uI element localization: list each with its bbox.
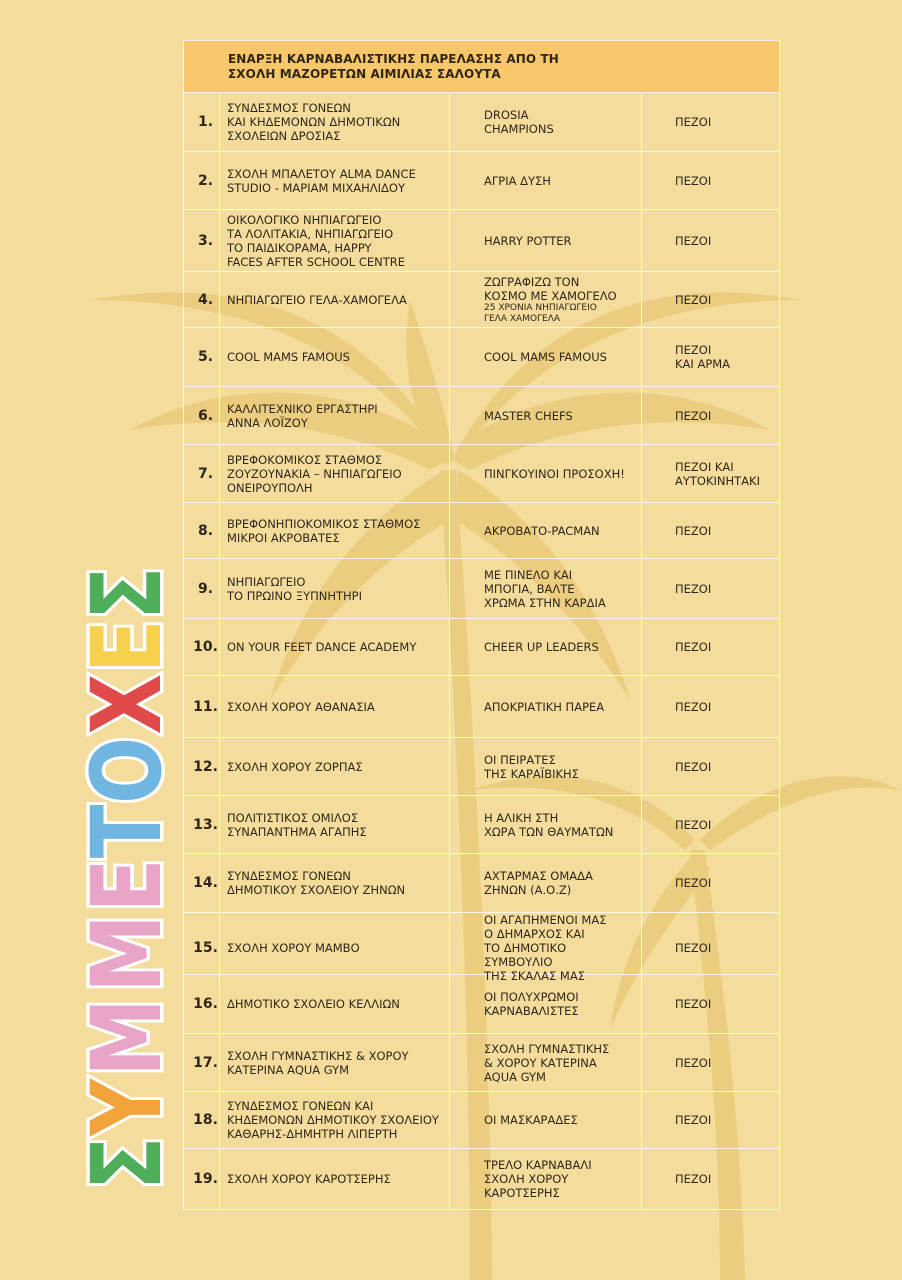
participant-cell (220, 913, 450, 983)
participation-type: ΠΕΖΟΙ (675, 1172, 712, 1186)
participant-name: ΟΙΚΟΛΟΓΙΚΟ ΝΗΠΙΑΓΩΓΕΙΟ ΤΑ ΛΟΛΙΤΑΚΙΑ, ΝΗΠΙΑΓΩΓΕΙΟ ΤΟ ΠΑΙΔΙΚΟΡΑΜΑ, HAPPY FACES AFTER SCHOOL CENTRE (227, 212, 406, 269)
row-number: 16. (184, 975, 220, 1033)
participant-cell (220, 796, 450, 853)
table-row (184, 328, 779, 387)
participant-name: ΣΥΝΔΕΣΜΟΣ ΓΟΝΕΩΝ ΔΗΜΟΤΙΚΟΥ ΣΧΟΛΕΙΟΥ ΖΗΝΩΝ (227, 869, 406, 897)
row-number: 9. (184, 559, 220, 618)
participation-type-cell (642, 796, 779, 853)
title-letter: Μ (71, 999, 183, 1077)
participation-type-cell (642, 503, 779, 558)
table-row (184, 854, 779, 913)
theme-name: ΟΙ ΠΟΛΥΧΡΩΜΟΙ ΚΑΡΝΑΒΑΛΙΣΤΕΣ (484, 990, 579, 1018)
participation-type: ΠΕΖΟΙ (675, 408, 712, 423)
table-row (184, 1092, 779, 1149)
theme-name: ΟΙ ΜΑΣΚΑΡΑΔΕΣ (484, 1113, 578, 1127)
title-letter: Τ (71, 806, 183, 859)
table-body (184, 93, 779, 1209)
participation-type: ΠΕΖΟΙ (675, 173, 712, 188)
participation-type-cell (642, 1034, 779, 1091)
participant-name: ΣΧΟΛΗ ΧΟΡΟΥ ΖΟΡΠΑΣ (227, 759, 363, 774)
theme-cell (450, 854, 642, 912)
table-row (184, 1149, 779, 1209)
participation-type-cell (642, 676, 779, 737)
table-row (184, 975, 779, 1034)
table-row (184, 503, 779, 559)
participant-name: ΝΗΠΙΑΓΩΓΕΙΟ ΓΕΛΑ-ΧΑΜΟΓΕΛΑ (227, 292, 407, 307)
theme-cell (450, 93, 642, 151)
participation-type: ΠΕΖΟΙ (675, 640, 712, 654)
participant-name: ΚΑΛΛΙΤΕΧΝΙΚΟ ΕΡΓΑΣΤΗΡΙ ΑΝΝΑ ΛΟΪΖΟΥ (227, 401, 378, 430)
row-number: 10. (184, 619, 220, 675)
participation-type-cell (642, 1149, 779, 1209)
participation-type: ΠΕΖΟΙ (675, 523, 712, 538)
participant-name: ΣΧΟΛΗ ΧΟΡΟΥ ΑΘΑΝΑΣΙΑ (227, 699, 375, 714)
participant-cell (220, 152, 450, 209)
theme-cell (450, 1149, 642, 1209)
theme-cell (450, 328, 642, 386)
participation-type: ΠΕΖΟΙ (675, 876, 712, 890)
row-number: 8. (184, 503, 220, 558)
participation-type: ΠΕΖΟΙ (675, 1055, 712, 1070)
theme-name: ΑΠΟΚΡΙΑΤΙΚΗ ΠΑΡΕΑ (484, 699, 605, 714)
participation-type-cell (642, 975, 779, 1033)
row-number: 13. (184, 796, 220, 853)
table-row (184, 738, 779, 796)
participant-name: COOL MAMS FAMOUS (227, 350, 350, 364)
participant-cell (220, 328, 450, 386)
participation-type-cell (642, 1092, 779, 1148)
theme-cell (450, 272, 642, 327)
row-number: 1. (184, 93, 220, 151)
title-letter: Ε (71, 859, 183, 913)
participation-type-cell (642, 272, 779, 327)
participation-type-cell (642, 619, 779, 675)
theme-cell (450, 152, 642, 209)
participation-type-cell (642, 328, 779, 386)
participant-name: ΣΥΝΔΕΣΜΟΣ ΓΟΝΕΩΝ ΚΑΙ ΚΗΔΕΜΟΝΩΝ ΔΗΜΟΤΙΚΟΥ ΣΧΟΛΕΙΟΥ ΚΑΘΑΡΗΣ-ΔΗΜΗΤΡΗ ΛΙΠΕΡΤΗ (227, 1099, 439, 1141)
participant-cell (220, 1149, 450, 1209)
table-row (184, 913, 779, 983)
participant-name: ΣΧΟΛΗ ΧΟΡΟΥ ΚΑΡΟΤΣΕΡΗΣ (227, 1172, 391, 1186)
title-letter: Μ (71, 916, 183, 993)
participant-name: ΝΗΠΙΑΓΩΓΕΙΟ ΤΟ ΠΡΩΙΝΟ ΞΥΠΝΗΤΗΡΙ (227, 574, 362, 603)
table-row (184, 445, 779, 503)
theme-name: ΑΓΡΙΑ ΔΥΣΗ (484, 173, 551, 188)
theme-cell (450, 676, 642, 737)
participation-type-cell (642, 559, 779, 618)
participant-cell (220, 1034, 450, 1091)
theme-name: MASTER CHEFS (484, 408, 573, 423)
participant-name: ΣΧΟΛΗ ΧΟΡΟΥ ΜΑΜΒΟ (227, 941, 360, 955)
theme-cell (450, 1034, 642, 1091)
header-line-2: ΣΧΟΛΗ ΜΑΖΟΡΕΤΩΝ ΑΙΜΙΛΙΑΣ ΣΑΛΟΥΤΑ (228, 66, 501, 81)
participant-cell (220, 1092, 450, 1148)
theme-cell (450, 559, 642, 618)
participant-name: ΒΡΕΦΟΚΟΜΙΚΟΣ ΣΤΑΘΜΟΣ ΖΟΥΖΟΥΝΑΚΙΑ – ΝΗΠΙΑΓΩΓΕΙΟ ΟΝΕΙΡΟΥΠΟΛΗ (227, 452, 402, 495)
table-row (184, 676, 779, 738)
participant-cell (220, 93, 450, 151)
title-letter: Υ (71, 1080, 183, 1137)
theme-name: ΑΧΤΑΡΜΑΣ ΟΜΑΔΑ ΖΗΝΩΝ (Α.Ο.Ζ) (484, 869, 593, 897)
theme-note: 25 ΧΡΟΝΙΑ ΝΗΠΙΑΓΩΓΕΙΟ ΓΕΛΑ ΧΑΜΟΓΕΛΑ (484, 302, 597, 324)
participation-type-cell (642, 854, 779, 912)
theme-cell (450, 738, 642, 795)
participation-type-cell (642, 738, 779, 795)
participant-cell (220, 738, 450, 795)
participant-cell (220, 387, 450, 444)
participation-type: ΠΕΖΟΙ (675, 941, 712, 955)
participation-type-cell (642, 913, 779, 983)
row-number: 18. (184, 1092, 220, 1148)
theme-cell (450, 503, 642, 558)
title-letter: Ο (71, 738, 183, 804)
row-number: 12. (184, 738, 220, 795)
participant-cell (220, 503, 450, 558)
participation-type: ΠΕΖΟΙ ΚΑΙ ΑΡΜΑ (675, 343, 731, 371)
row-number: 5. (184, 328, 220, 386)
participant-cell (220, 445, 450, 502)
theme-cell (450, 445, 642, 502)
participation-type: ΠΕΖΟΙ ΚΑΙ ΑΥΤΟΚΙΝΗΤΑΚΙ (675, 459, 760, 488)
participation-type: ΠΕΖΟΙ (675, 997, 712, 1011)
participant-name: ON YOUR FEET DANCE ACADEMY (227, 640, 417, 654)
row-number: 15. (184, 913, 220, 983)
title-letter: Χ (71, 675, 183, 735)
theme-name: ΣΧΟΛΗ ΓΥΜΝΑΣΤΙΚΗΣ & ΧΟΡΟΥ ΚΑΤΕΡΙΝΑ AQUA GYM (484, 1041, 610, 1084)
participant-cell (220, 854, 450, 912)
title-letter: Σ (71, 567, 183, 620)
participants-table (183, 40, 780, 1210)
theme-name: ΤΡΕΛΟ ΚΑΡΝΑΒΑΛΙ ΣΧΟΛΗ ΧΟΡΟΥ ΚΑΡΟΤΣΕΡΗΣ (484, 1158, 592, 1200)
theme-cell (450, 796, 642, 853)
theme-name: ΠΙΝΓΚΟΥΙΝΟΙ ΠΡΟΣΟΧΗ! (484, 466, 625, 481)
row-number: 3. (184, 210, 220, 271)
theme-name: ΜΕ ΠΙΝΕΛΟ ΚΑΙ ΜΠΟΓΙΑ, ΒΑΛΤΕ ΧΡΩΜΑ ΣΤΗΝ ΚΑΡΔΙΑ (484, 567, 606, 610)
participant-cell (220, 975, 450, 1033)
table-row (184, 387, 779, 445)
participation-type-cell (642, 387, 779, 444)
title-letter: Σ (71, 1138, 183, 1191)
participation-type: ΠΕΖΟΙ (675, 817, 712, 832)
row-number: 7. (184, 445, 220, 502)
row-number: 11. (184, 676, 220, 737)
participant-cell (220, 559, 450, 618)
theme-name: Η ΑΛΙΚΗ ΣΤΗ ΧΩΡΑ ΤΩΝ ΘΑΥΜΑΤΩΝ (484, 810, 614, 839)
participation-type: ΠΕΖΟΙ (675, 115, 712, 129)
title-letter: Ε (71, 621, 183, 674)
participant-name: ΣΧΟΛΗ ΓΥΜΝΑΣΤΙΚΗΣ & ΧΟΡΟΥ ΚΑΤΕΡΙΝΑ AQUA GYM (227, 1048, 409, 1077)
theme-name: COOL MAMS FAMOUS (484, 350, 607, 364)
row-number: 6. (184, 387, 220, 444)
participant-name: ΣΧΟΛΗ ΜΠΑΛΕΤΟΥ ALMA DANCE STUDIO - ΜΑΡΙΑΜ ΜΙΧΑΗΛΙΔΟΥ (227, 166, 416, 195)
participant-name: ΣΥΝΔΕΣΜΟΣ ΓΟΝΕΩΝ ΚΑΙ ΚΗΔΕΜΟΝΩΝ ΔΗΜΟΤΙΚΩΝ ΣΧΟΛΕΙΩΝ ΔΡΟΣΙΑΣ (227, 101, 401, 143)
table-row (184, 152, 779, 210)
participation-type-cell (642, 152, 779, 209)
participation-type: ΠΕΖΟΙ (675, 1113, 712, 1127)
title-vertical (71, 567, 183, 1196)
participant-cell (220, 210, 450, 271)
participation-type: ΠΕΖΟΙ (675, 292, 712, 307)
row-number: 14. (184, 854, 220, 912)
row-number: 2. (184, 152, 220, 209)
theme-name: ΖΩΓΡΑΦΙΖΩ ΤΟΝ ΚΟΣΜΟ ΜΕ ΧΑΜΟΓΕΛΟ (484, 274, 617, 303)
theme-cell (450, 1092, 642, 1148)
participation-type: ΠΕΖΟΙ (675, 759, 712, 774)
table-row (184, 559, 779, 619)
table-row (184, 272, 779, 328)
theme-name: DROSIA CHAMPIONS (484, 108, 554, 136)
table-row (184, 619, 779, 676)
row-number: 17. (184, 1034, 220, 1091)
header-line-1: ΕΝΑΡΞΗ ΚΑΡΝΑΒΑΛΙΣΤΙΚΗΣ ΠΑΡΕΛΑΣΗΣ ΑΠΟ ΤΗ (228, 51, 559, 66)
table-header (184, 41, 779, 93)
theme-name: HARRY POTTER (484, 233, 572, 248)
participant-name: ΒΡΕΦΟΝΗΠΙΟΚΟΜΙΚΟΣ ΣΤΑΘΜΟΣ ΜΙΚΡΟΙ ΑΚΡΟΒΑΤΕΣ (227, 516, 421, 545)
participation-type-cell (642, 93, 779, 151)
table-row (184, 796, 779, 854)
theme-cell (450, 975, 642, 1033)
theme-cell (450, 619, 642, 675)
participant-name: ΔΗΜΟΤΙΚΟ ΣΧΟΛΕΙΟ ΚΕΛΛΙΩΝ (227, 997, 400, 1011)
theme-name: ΟΙ ΠΕΙΡΑΤΕΣ ΤΗΣ ΚΑΡΑΪΒΙΚΗΣ (484, 752, 579, 781)
participation-type: ΠΕΖΟΙ (675, 581, 712, 596)
theme-cell (450, 387, 642, 444)
participation-type-cell (642, 210, 779, 271)
table-row (184, 93, 779, 152)
theme-name: CHEER UP LEADERS (484, 640, 599, 654)
row-number: 4. (184, 272, 220, 327)
participant-cell (220, 272, 450, 327)
theme-name: ΟΙ ΑΓΑΠΗΜΕΝΟΙ ΜΑΣ Ο ΔΗΜΑΡΧΟΣ ΚΑΙ ΤΟ ΔΗΜΟΤΙΚΟ ΣΥΜΒΟΥΛΙΟ ΤΗΣ ΣΚΑΛΑΣ ΜΑΣ (484, 913, 607, 983)
participant-cell (220, 619, 450, 675)
table-row (184, 1034, 779, 1092)
participation-type-cell (642, 445, 779, 502)
table-row (184, 210, 779, 272)
participation-type: ΠΕΖΟΙ (675, 699, 712, 714)
theme-name: ΑΚΡΟΒΑΤΟ-PACMAN (484, 523, 600, 538)
theme-cell (450, 913, 642, 983)
participation-type: ΠΕΖΟΙ (675, 233, 712, 248)
participant-name: ΠΟΛΙΤΙΣΤΙΚΟΣ ΟΜΙΛΟΣ ΣΥΝΑΠΑΝΤΗΜΑ ΑΓΑΠΗΣ (227, 810, 367, 839)
theme-cell (450, 210, 642, 271)
row-number: 19. (184, 1149, 220, 1209)
participant-cell (220, 676, 450, 737)
